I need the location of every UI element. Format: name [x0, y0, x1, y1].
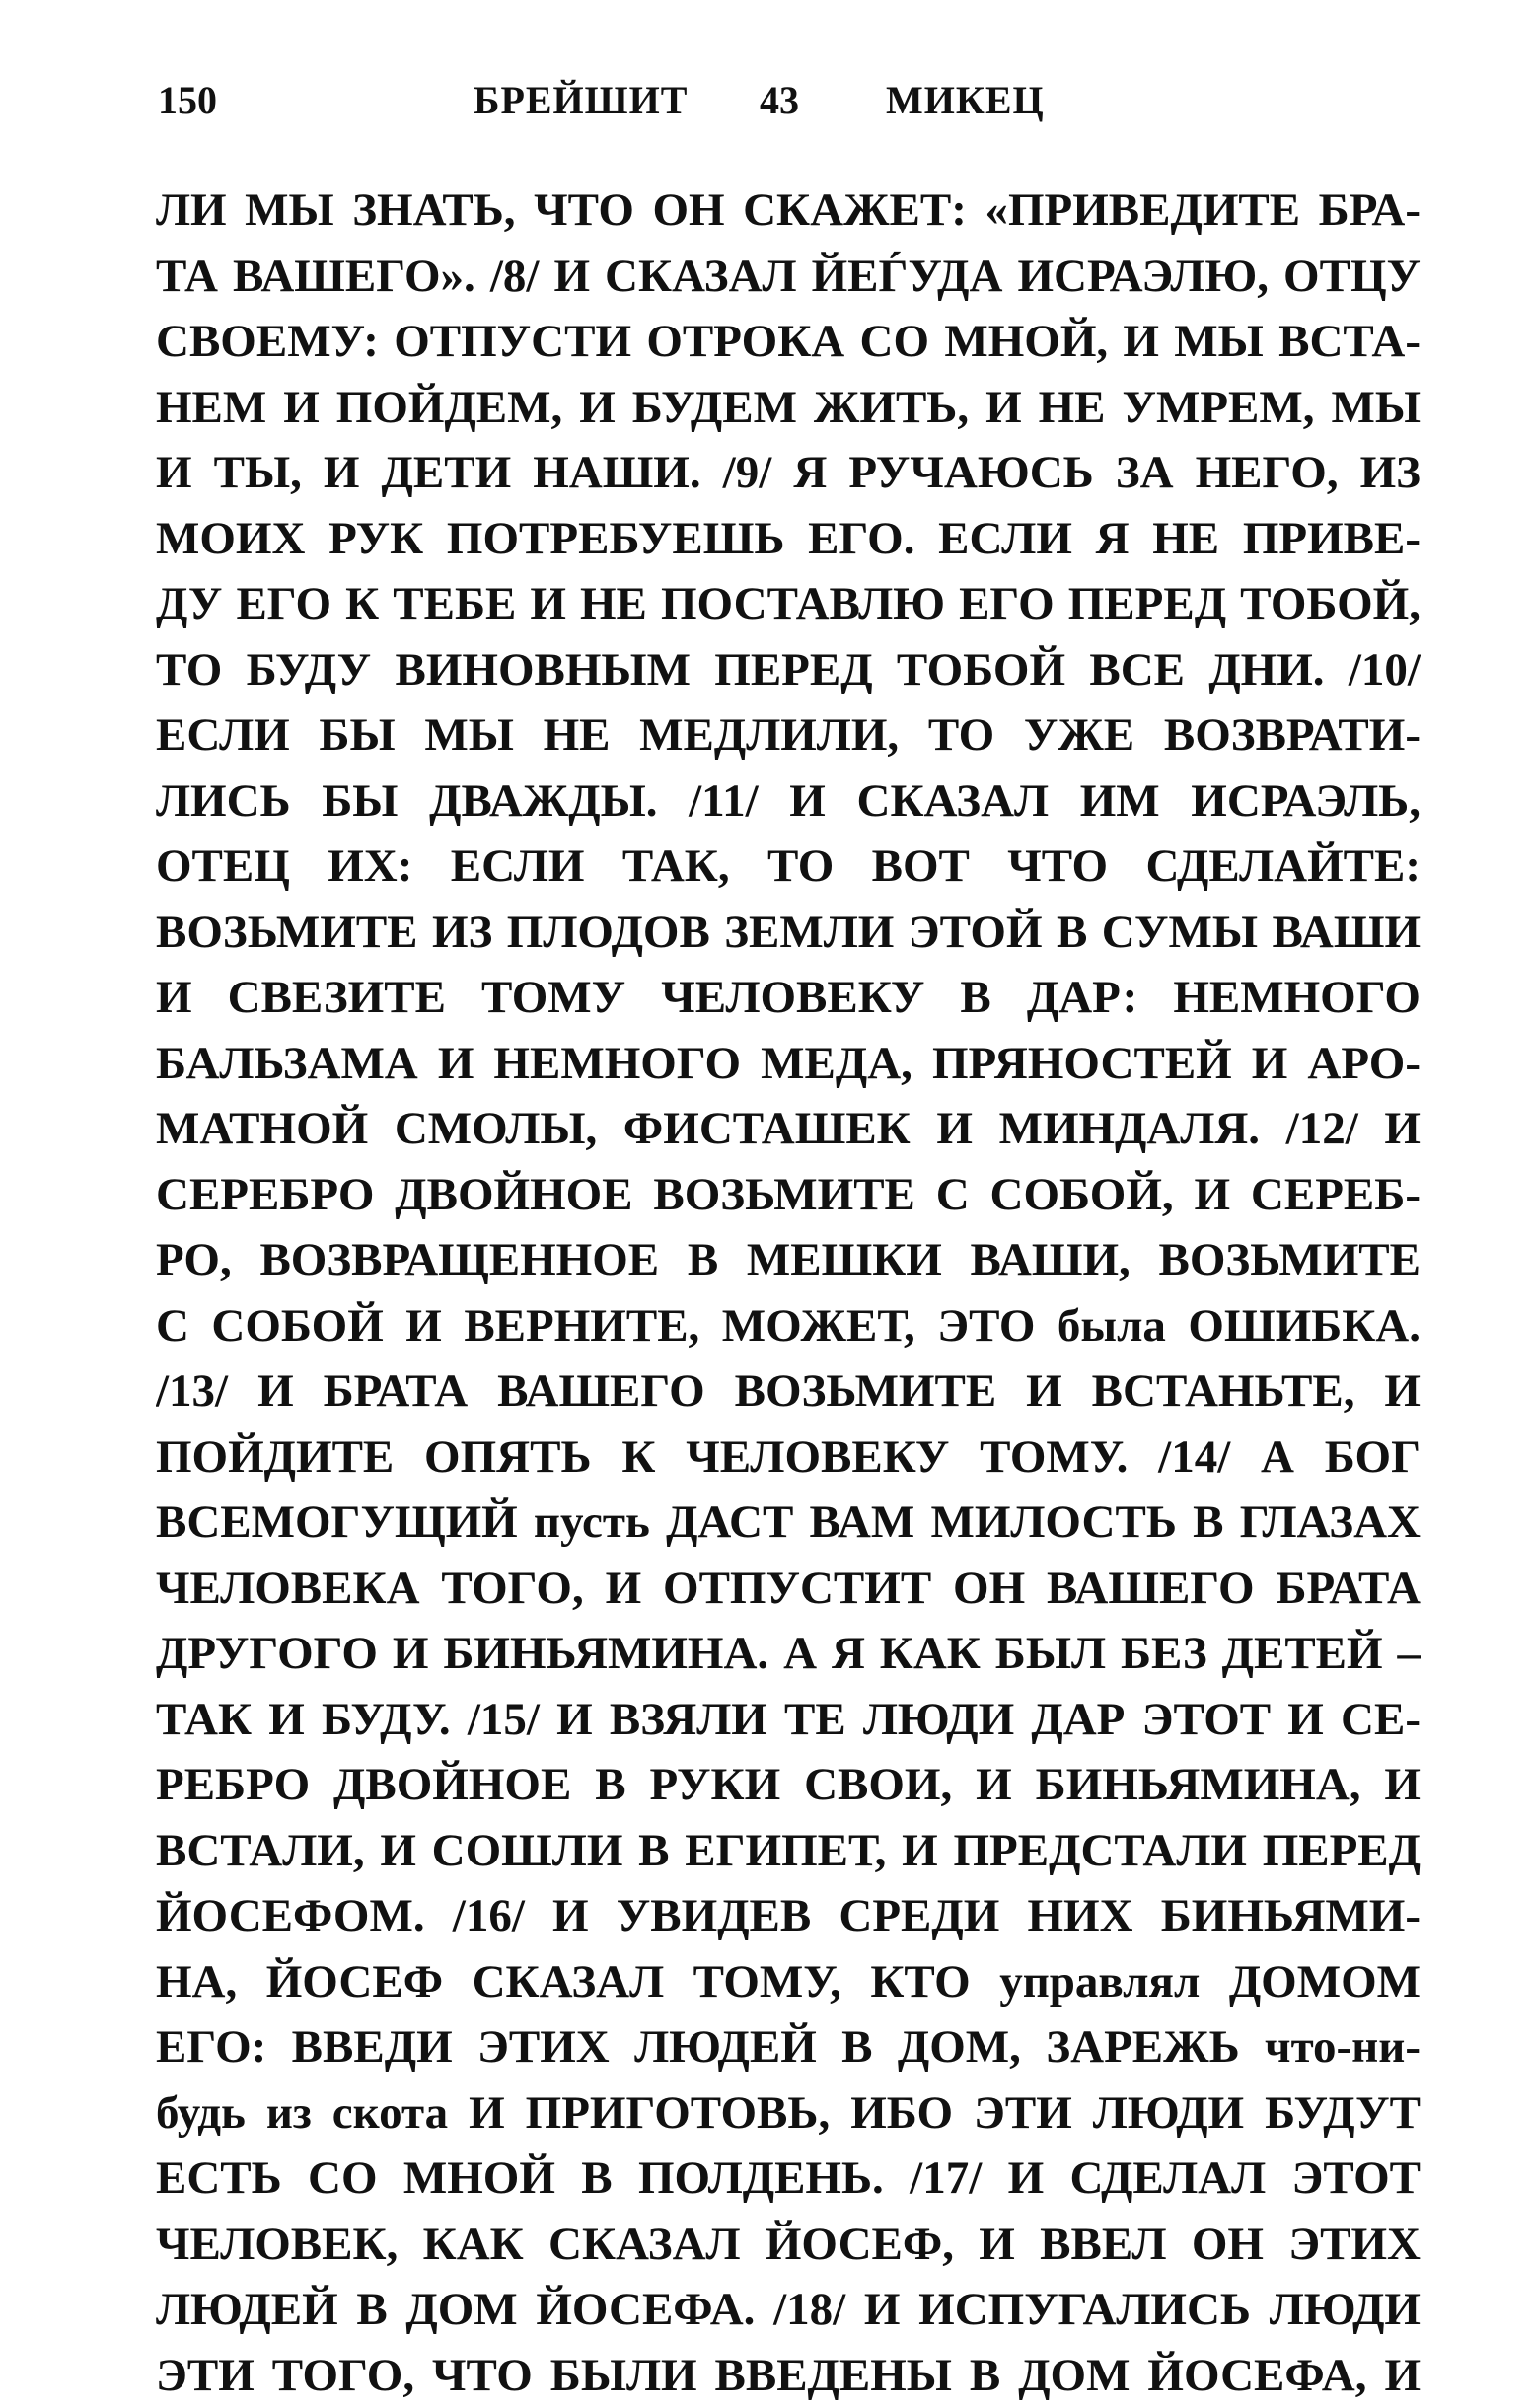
text-line: РО, ВОЗВРАЩЕННОЕ В МЕШКИ ВАШИ, ВОЗЬМИТЕ	[156, 1227, 1421, 1293]
text-line: ЭТИ ТОГО, ЧТО БЫЛИ ВВЕДЕНЫ В ДОМ ЙОСЕФА, И	[156, 2343, 1421, 2408]
text-line: СЕРЕБРО ДВОЙНОЕ ВОЗЬМИТЕ С СОБОЙ, И СЕРЕБ-	[156, 1162, 1421, 1228]
body-text	[156, 178, 1421, 2408]
text-line: ДРУГОГО И БИНЬЯМИНА. А Я КАК БЫЛ БЕЗ ДЕТЕЙ –	[156, 1621, 1421, 1687]
text-line: ЧЕЛОВЕК, КАК СКАЗАЛ ЙОСЕФ, И ВВЕЛ ОН ЭТИХ	[156, 2212, 1421, 2278]
text-line: ЛИСЬ БЫ ДВАЖДЫ. /11/ И СКАЗАЛ ИМ ИСРАЭЛЬ,	[156, 768, 1421, 835]
text-line: ЕГО: ВВЕДИ ЭТИХ ЛЮДЕЙ В ДОМ, ЗАРЕЖЬ что-ни-	[156, 2014, 1421, 2080]
chapter-number: 43	[760, 71, 799, 130]
text-line: И СВЕЗИТЕ ТОМУ ЧЕЛОВЕКУ В ДАР: НЕМНОГО	[156, 965, 1421, 1031]
text-line: МОИХ РУК ПОТРЕБУЕШЬ ЕГО. ЕСЛИ Я НЕ ПРИВЕ-	[156, 506, 1421, 572]
text-line: ЛИ МЫ ЗНАТЬ, ЧТО ОН СКАЖЕТ: «ПРИВЕДИТЕ БРА-	[156, 178, 1421, 244]
text-line: ПОЙДИТЕ ОПЯТЬ К ЧЕЛОВЕКУ ТОМУ. /14/ А БОГ	[156, 1424, 1421, 1491]
text-line: ДУ ЕГО К ТЕБЕ И НЕ ПОСТАВЛЮ ЕГО ПЕРЕД ТОБОЙ,	[156, 571, 1421, 637]
text-line: /13/ И БРАТА ВАШЕГО ВОЗЬМИТЕ И ВСТАНЬТЕ, И	[156, 1358, 1421, 1424]
text-line: ТО БУДУ ВИНОВНЫМ ПЕРЕД ТОБОЙ ВСЕ ДНИ. /10/	[156, 637, 1421, 703]
text-line: ВОЗЬМИТЕ ИЗ ПЛОДОВ ЗЕМЛИ ЭТОЙ В СУМЫ ВАШИ	[156, 900, 1421, 966]
book-title: БРЕЙШИТ	[474, 71, 688, 130]
text-line: ЕСЛИ БЫ МЫ НЕ МЕДЛИЛИ, ТО УЖЕ ВОЗВРАТИ-	[156, 702, 1421, 768]
text-line: ТА ВАШЕГО». /8/ И СКАЗАЛ ЙЕЃУДА ИСРАЭЛЮ, ОТЦУ	[156, 244, 1421, 310]
text-line: БАЛЬЗАМА И НЕМНОГО МЕДА, ПРЯНОСТЕЙ И АРО-	[156, 1031, 1421, 1097]
text-line: ЙОСЕФОМ. /16/ И УВИДЕВ СРЕДИ НИХ БИНЬЯМИ-	[156, 1883, 1421, 1949]
text-line: РЕБРО ДВОЙНОЕ В РУКИ СВОИ, И БИНЬЯМИНА, И	[156, 1752, 1421, 1818]
text-line: МАТНОЙ СМОЛЫ, ФИСТАШЕК И МИНДАЛЯ. /12/ И	[156, 1096, 1421, 1162]
parasha-title: МИКЕЦ	[886, 71, 1045, 130]
text-line: будь из скота И ПРИГОТОВЬ, ИБО ЭТИ ЛЮДИ БУДУТ	[156, 2080, 1421, 2147]
text-line: И ТЫ, И ДЕТИ НАШИ. /9/ Я РУЧАЮСЬ ЗА НЕГО, ИЗ	[156, 440, 1421, 506]
text-line: СВОЕМУ: ОТПУСТИ ОТРОКА СО МНОЙ, И МЫ ВСТА-	[156, 309, 1421, 375]
text-line: С СОБОЙ И ВЕРНИТЕ, МОЖЕТ, ЭТО была ОШИБКА.	[156, 1293, 1421, 1359]
text-line: НЕМ И ПОЙДЕМ, И БУДЕМ ЖИТЬ, И НЕ УМРЕМ, МЫ	[156, 375, 1421, 441]
text-line: ВСТАЛИ, И СОШЛИ В ЕГИПЕТ, И ПРЕДСТАЛИ ПЕРЕД	[156, 1818, 1421, 1884]
text-line: ЛЮДЕЙ В ДОМ ЙОСЕФА. /18/ И ИСПУГАЛИСЬ ЛЮДИ	[156, 2277, 1421, 2343]
text-line: ЕСТЬ СО МНОЙ В ПОЛДЕНЬ. /17/ И СДЕЛАЛ ЭТОТ	[156, 2146, 1421, 2212]
page-number: 150	[158, 71, 217, 130]
text-line: ЧЕЛОВЕКА ТОГО, И ОТПУСТИТ ОН ВАШЕГО БРАТА	[156, 1556, 1421, 1622]
text-line: ТАК И БУДУ. /15/ И ВЗЯЛИ ТЕ ЛЮДИ ДАР ЭТОТ И СЕ-	[156, 1687, 1421, 1753]
text-line: ВСЕМОГУЩИЙ пусть ДАСТ ВАМ МИЛОСТЬ В ГЛАЗАХ	[156, 1490, 1421, 1556]
text-line: ОТЕЦ ИХ: ЕСЛИ ТАК, ТО ВОТ ЧТО СДЕЛАЙТЕ:	[156, 834, 1421, 900]
text-line: НА, ЙОСЕФ СКАЗАЛ ТОМУ, КТО управлял ДОМОМ	[156, 1949, 1421, 2015]
running-header	[158, 71, 1421, 130]
